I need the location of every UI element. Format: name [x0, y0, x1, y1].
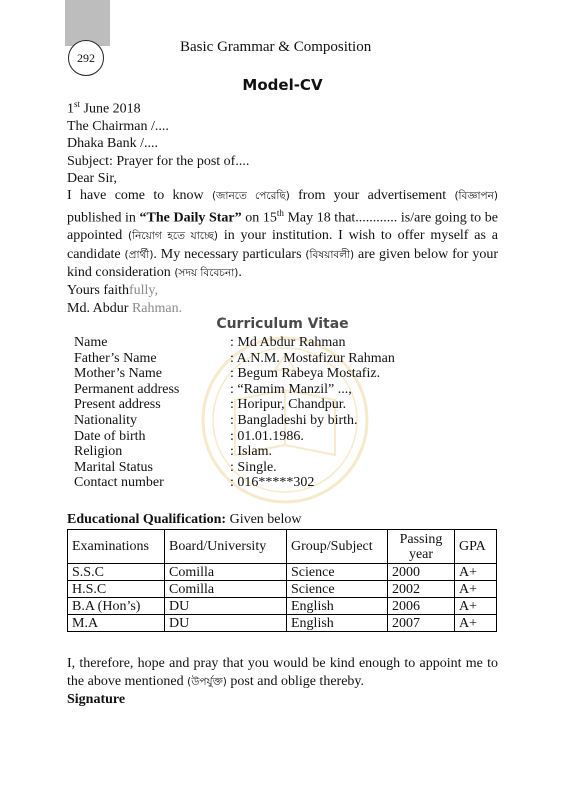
table-row	[68, 615, 497, 632]
page-title: Model-CV	[242, 76, 323, 94]
table-cell: M.A	[68, 615, 165, 632]
table-cell: A+	[455, 598, 497, 615]
cv-value: : Bangladeshi by birth.	[230, 412, 358, 428]
cv-value: : Single.	[230, 459, 277, 475]
cv-label: Mother’s Name	[74, 366, 162, 382]
table-cell: DU	[165, 615, 287, 632]
cv-value: : Islam.	[230, 444, 272, 460]
table-header: Board/University	[165, 530, 287, 564]
table-cell: 2006	[388, 598, 455, 615]
cv-row	[74, 366, 395, 382]
page-number: 292	[68, 40, 104, 76]
table-row	[68, 581, 497, 598]
table-cell: A+	[455, 581, 497, 598]
cv-label: Date of birth	[74, 428, 146, 444]
cv-label: Present address	[74, 397, 161, 413]
cv-label: Contact number	[74, 475, 164, 491]
table-cell: 2000	[388, 564, 455, 581]
cv-title: Curriculum Vitae	[216, 316, 349, 332]
letter-salutation: Dear Sir,	[67, 170, 117, 186]
table-cell: A+	[455, 564, 497, 581]
table-header-row	[68, 530, 497, 564]
table-cell: 2007	[388, 615, 455, 632]
table-cell: English	[287, 615, 388, 632]
cv-label: Name	[74, 335, 108, 350]
letter-addressee: The Chairman /....	[67, 118, 169, 134]
table-header: Group/Subject	[287, 530, 388, 564]
table-cell: Science	[287, 581, 388, 598]
cv-row	[74, 460, 395, 476]
closing-paragraph	[67, 655, 498, 709]
education-table	[67, 529, 497, 632]
table-cell: 2002	[388, 581, 455, 598]
letter-paragraph: I have come to know (জানতে পেরেছি) from your advertisement (বিজ্ঞাপন) published in “The Daily Star” on 15th May 18 that............ is/are going to be appointed (নিয়োগ হতে যাচ্ছে) in your institution. I wish to offer myself as a candidate (প্রার্থী). My necessary particulars (বিষয়াবলী) are given below for your kind consideration (সদয় বিবেচনা).	[67, 188, 498, 280]
closing-text: I, therefore, hope and pray that you would be kind enough to appoint me to the above mentioned (উপর্যুক্ত) post and oblige thereby.	[67, 656, 498, 689]
table-cell: S.S.C	[68, 564, 165, 581]
cv-label: Religion	[74, 444, 123, 460]
cv-row	[74, 382, 395, 398]
cv-value: : 016*****302	[230, 475, 315, 491]
cv-row	[74, 444, 395, 460]
education-heading: Educational Qualification: Given below	[67, 512, 302, 527]
cv-row	[74, 475, 395, 491]
cv-details	[74, 335, 395, 491]
cv-label: Nationality	[74, 412, 137, 428]
cv-value: : Horipur, Chandpur.	[230, 397, 347, 413]
letter-closing: Yours faithfully,	[67, 283, 159, 299]
table-cell: DU	[165, 598, 287, 615]
cv-value: : Begum Rabeya Mostafiz.	[230, 366, 381, 382]
table-header: Examinations	[68, 530, 165, 564]
letter-date: 1st June 2018	[67, 99, 141, 117]
table-cell: A+	[455, 615, 497, 632]
cv-value: : Md Abdur Rahman	[230, 335, 346, 350]
letter-body	[67, 96, 498, 317]
table-cell: Science	[287, 564, 388, 581]
table-row	[68, 598, 497, 615]
table-header: GPA	[455, 530, 497, 564]
letter-subject: Subject: Prayer for the post of....	[67, 153, 250, 169]
cv-label: Permanent address	[74, 381, 180, 397]
cv-row	[74, 429, 395, 445]
cv-value: : 01.01.1986.	[230, 428, 304, 444]
table-cell: Comilla	[165, 564, 287, 581]
cv-row	[74, 413, 395, 429]
cv-row	[74, 397, 395, 413]
cv-label: Father’s Name	[74, 350, 157, 366]
table-cell: Comilla	[165, 581, 287, 598]
letter-signature-name: Md. Abdur Rahman.	[67, 300, 183, 316]
table-cell: B.A (Hon’s)	[68, 598, 165, 615]
table-cell: English	[287, 598, 388, 615]
running-header: Basic Grammar & Composition	[180, 39, 372, 55]
table-row	[68, 564, 497, 581]
cv-value: : “Ramim Manzil” ...,	[230, 381, 352, 397]
cv-row	[74, 335, 395, 351]
cv-label: Marital Status	[74, 459, 153, 475]
cv-value: : A.N.M. Mostafizur Rahman	[230, 350, 395, 366]
cv-row	[74, 351, 395, 367]
signature-label: Signature	[67, 692, 126, 707]
table-cell: H.S.C	[68, 581, 165, 598]
table-header: Passing year	[388, 530, 455, 564]
letter-bank: Dhaka Bank /....	[67, 136, 158, 152]
